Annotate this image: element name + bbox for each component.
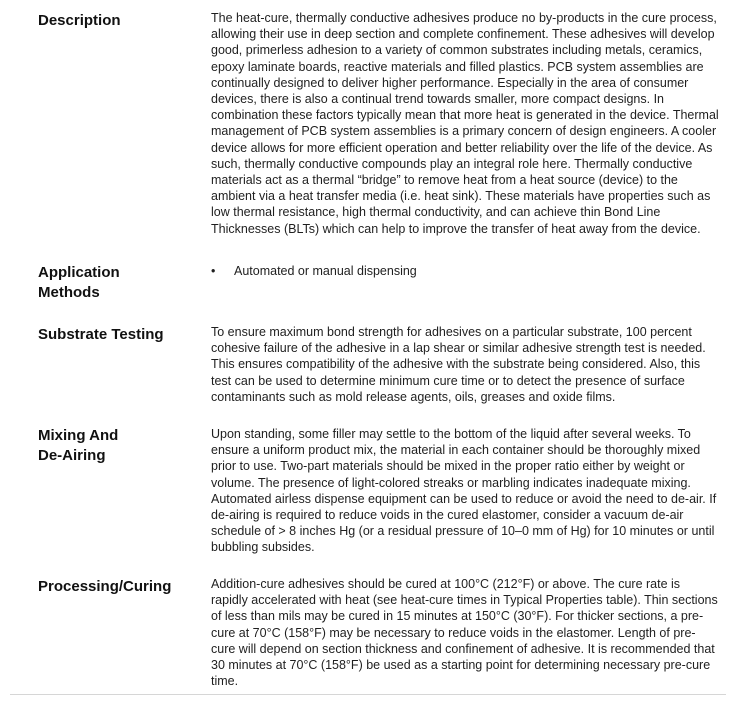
page-divider	[10, 694, 726, 695]
bullet-icon: •	[211, 264, 216, 278]
substrate-testing-text	[211, 324, 705, 405]
text-line: 30 minutes at 70°C (158°F) be used as a starting point for determining necessary pre-cure	[211, 658, 711, 673]
text-line: device allows for more efficient operation and better reliability over the life of the device. As	[211, 140, 713, 155]
mixing-text	[211, 426, 717, 556]
text-line: management of PCB system assemblies is a primary concern of design engineers. A cooler	[211, 124, 717, 139]
substrate-testing-heading	[38, 325, 203, 345]
text-line: allowing their use in deep section and complete confinement. These adhesives will develop	[211, 27, 715, 42]
text-line: time.	[211, 674, 239, 689]
text-line: materials act as a thermal “bridge” to remove heat from a heat source (device) to the	[211, 173, 678, 188]
text-line: Thicknesses (BLTs) which can help to improve the transfer of heat away from the device.	[211, 221, 701, 236]
heading-line: Description	[38, 12, 121, 29]
text-line: epoxy laminate boards, reactive materials and filled plastics. PCB system assemblies are	[211, 59, 704, 74]
text-line: test can be used to determine minimum cure time or to detect the presence of surface	[211, 373, 685, 388]
heading-line: Processing/Curing	[38, 578, 172, 595]
heading-line: Application	[38, 264, 120, 281]
text-line: good, primerless adhesion to a variety of common substrates including metals, ceramics,	[211, 43, 703, 58]
text-line: This ensures compatibility of the adhesive with the substrate being considered. Also, this	[211, 357, 701, 372]
text-line: continually designed to deliver higher performance. Especially in the area of consumer	[211, 75, 689, 90]
heading-line: De-Airing	[38, 447, 106, 464]
text-line: ambient via a heat transfer media (i.e. heat sink). These materials have properties such as	[211, 189, 711, 204]
text-line: ensure a uniform product mix, the material in each container should be thoroughly mixed	[211, 443, 701, 458]
text-line: cohesive failure of the adhesive in a lap shear or similar adhesive strength test is needed.	[211, 341, 706, 356]
processing-text	[211, 576, 718, 689]
text-line: contaminants such as mold release agents, oils, greases and oxide films.	[211, 389, 616, 404]
text-line: bubbling subsides.	[211, 540, 315, 555]
text-line: cure at 70°C (158°F) may be necessary to reduce voids in the elastomer. Length of pre-	[211, 625, 696, 640]
text-line: de-airing is required to reduce voids in the cured elastomer, consider a vacuum de-air	[211, 508, 684, 523]
bullet-label: Automated or manual dispensing	[234, 264, 417, 278]
mixing-heading	[38, 426, 203, 466]
text-line: cure will depend on section thickness and confinement of adhesive. It is recommended that	[211, 641, 715, 656]
text-line: volume. The presence of light-colored streaks or marbling indicates inadequate mixing.	[211, 475, 691, 490]
text-line: Automated airless dispense equipment can be used to reduce or avoid the need to de-air. If	[211, 491, 717, 506]
text-line: To ensure maximum bond strength for adhesives on a particular substrate, 100 percent	[211, 325, 692, 339]
text-line: rapidly accelerated with heat (see heat-cure times in Typical Properties table). Thin sections	[211, 593, 718, 608]
description-text	[211, 10, 719, 237]
heading-line: Mixing And	[38, 427, 119, 444]
text-line: combination these factors typically mean that more heat is generated in the device. Thermal	[211, 108, 719, 123]
application-methods-heading	[38, 263, 203, 303]
text-line: schedule of > 8 inches Hg (or a residual pressure of 10–0 mm of Hg) for 10 minutes or until	[211, 524, 715, 539]
text-line: Upon standing, some filler may settle to the bottom of the liquid after several weeks. To	[211, 427, 691, 441]
text-line: devices, there is also a continual trend towards smaller, more compact designs. In	[211, 92, 664, 107]
processing-heading	[38, 577, 203, 597]
text-line: prior to use. Two-part materials should be mixed in the proper ratio either by weight or	[211, 459, 685, 474]
text-line: low thermal resistance, high thermal conductivity, and can achieve thin Bond Line	[211, 205, 661, 220]
text-line: of less than mils may be cured in 15 minutes at 150°C (30°F). For thicker sections, a pre-	[211, 609, 704, 624]
text-line: Addition-cure adhesives should be cured at 100°C (212°F) or above. The cure rate is	[211, 577, 681, 591]
description-heading	[38, 11, 203, 31]
heading-line: Substrate Testing	[38, 326, 164, 343]
text-line: The heat-cure, thermally conductive adhesives produce no by-products in the cure process,	[211, 11, 717, 25]
heading-line: Methods	[38, 284, 100, 301]
text-line: such, thermally conductive compounds play an integral role here. Thermally conductive	[211, 156, 693, 171]
